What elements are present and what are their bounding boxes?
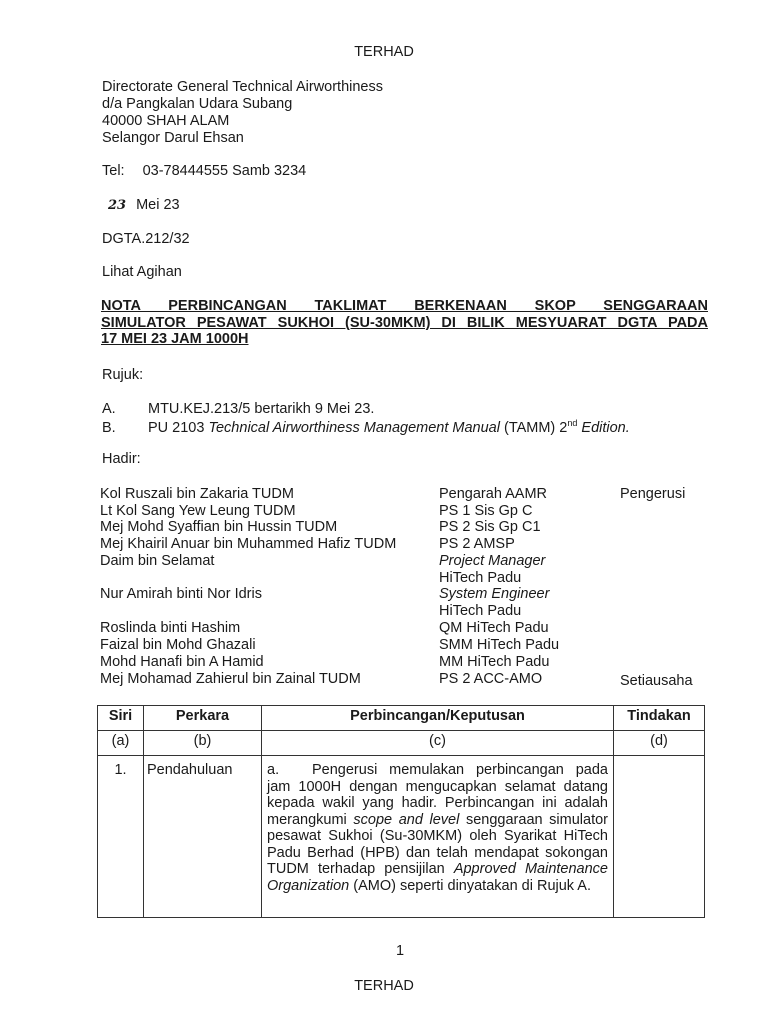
handwritten-day: 23 xyxy=(108,198,127,213)
attendee-organization: HiTech Padu xyxy=(439,570,522,586)
reference-text: PU 2103 xyxy=(148,419,209,436)
subject-line-3: 17 MEI 23 JAM 1000H xyxy=(101,331,249,347)
row-perkara: Pendahuluan xyxy=(144,756,262,918)
header-perkara: Perkara xyxy=(144,706,262,731)
attendee-role: PS 2 AMSP xyxy=(439,536,515,552)
attendee-role: PS 2 Sis Gp C1 xyxy=(439,519,541,535)
telephone xyxy=(102,163,306,179)
attendee-name: Mej Khairil Anuar bin Muhammed Hafiz TUDM xyxy=(100,536,397,552)
reference-item xyxy=(102,401,374,417)
attendee-name: Faizal bin Mohd Ghazali xyxy=(100,637,256,653)
attendee-role: QM HiTech Padu xyxy=(439,620,549,636)
letter-date xyxy=(108,197,180,213)
attendee-role: PS 2 ACC-AMO xyxy=(439,671,543,687)
attendee-organization: HiTech Padu xyxy=(439,603,522,619)
attendee-name: Kol Ruszali bin Zakaria TUDM xyxy=(100,486,294,502)
paragraph-label: a. xyxy=(267,762,280,778)
reference-superscript: nd xyxy=(567,418,578,428)
attendee-name: Daim bin Selamat xyxy=(100,553,215,569)
date-month-year: Mei 23 xyxy=(136,197,180,213)
header-perbincangan: Perbincangan/Keputusan xyxy=(262,706,614,731)
classification-header: TERHAD xyxy=(354,44,414,60)
subject-heading xyxy=(101,298,708,348)
attendee-name: Lt Kol Sang Yew Leung TUDM xyxy=(100,503,296,519)
reference-label: B. xyxy=(102,419,116,436)
subject-line-1: NOTA PERBINCANGAN TAKLIMAT BERKENAAN SKOP SENGGARAAN xyxy=(101,298,708,314)
attendee-role: Pengarah AAMR xyxy=(439,486,548,502)
attendee-role: SMM HiTech Padu xyxy=(439,637,560,653)
reference-number: DGTA.212/32 xyxy=(102,231,190,247)
attendees-label: Hadir: xyxy=(102,451,141,467)
reference-italic: Technical Airworthiness Management Manual xyxy=(208,419,500,436)
recipient: Lihat Agihan xyxy=(102,264,182,280)
paragraph-italic: Approved Maintenance Organization xyxy=(267,861,608,894)
row-perbincangan xyxy=(262,756,614,918)
reference-italic: Edition. xyxy=(577,419,630,436)
attendee-role: MM HiTech Padu xyxy=(439,654,550,670)
paragraph-italic: scope and level xyxy=(353,811,460,828)
header-tindakan: Tindakan xyxy=(614,706,705,731)
attendee-role: System Engineer xyxy=(439,586,550,602)
paragraph-text: senggaraan simulator pesawat Sukhoi (Su-30MKM) oleh Syarikat HiTech Padu Berhad (HPB) dan telah mendapat sokongan TUDM terhadap pensijilan xyxy=(267,811,609,877)
attendee-role: PS 1 Sis Gp C xyxy=(439,503,533,519)
address-line: Directorate General Technical Airworthiness xyxy=(102,79,384,95)
classification-footer: TERHAD xyxy=(354,978,414,994)
address-line: 40000 SHAH ALAM xyxy=(102,113,230,129)
subheader-d: (d) xyxy=(614,731,705,756)
discussion-table xyxy=(97,705,705,918)
reference-text: (TAMM) 2 xyxy=(499,419,568,436)
subheader-b: (b) xyxy=(144,731,262,756)
row-tindakan xyxy=(614,756,705,918)
attendee-name: Mej Mohd Syaffian bin Hussin TUDM xyxy=(100,519,338,535)
address-line: d/a Pangkalan Udara Subang xyxy=(102,96,293,112)
references-label: Rujuk: xyxy=(102,367,144,383)
table-subheader-row xyxy=(98,731,705,756)
paragraph-text: (AMO) seperti dinyatakan di Rujuk A. xyxy=(349,877,591,894)
reference-label: A. xyxy=(102,401,116,417)
sender-address xyxy=(102,79,383,147)
attendee-role: Project Manager xyxy=(439,553,546,569)
reference-text: MTU.KEJ.213/5 bertarikh 9 Mei 23. xyxy=(148,401,375,417)
attendee-name: Roslinda binti Hashim xyxy=(100,620,241,636)
row-siri: 1. xyxy=(98,756,144,918)
attendee-capacity: Setiausaha xyxy=(620,673,693,689)
attendee-name: Mohd Hanafi bin A Hamid xyxy=(100,654,264,670)
table-header-row xyxy=(98,706,705,731)
address-line: Selangor Darul Ehsan xyxy=(102,130,244,146)
attendee-name: Mej Mohamad Zahierul bin Zainal TUDM xyxy=(100,671,361,687)
reference-item xyxy=(102,418,630,436)
subject-line-2: SIMULATOR PESAWAT SUKHOI (SU-30MKM) DI BILIK MESYUARAT DGTA PADA xyxy=(101,314,708,331)
header-siri: Siri xyxy=(98,706,144,731)
attendee-capacity: Pengerusi xyxy=(620,486,686,502)
tel-value: 03-78444555 Samb 3234 xyxy=(142,163,307,179)
paragraph-text: Pengerusi memulakan perbincangan pada jam 1000H dengan mengucapkan selamat datang kepada wakil yang hadir. Perbincangan ini adalah merangkumi xyxy=(267,762,608,828)
page-number: 1 xyxy=(395,943,405,959)
tel-label: Tel: xyxy=(102,163,125,179)
subheader-a: (a) xyxy=(98,731,144,756)
attendee-name: Nur Amirah binti Nor Idris xyxy=(100,586,262,602)
table-row xyxy=(98,756,705,918)
subheader-c: (c) xyxy=(262,731,614,756)
